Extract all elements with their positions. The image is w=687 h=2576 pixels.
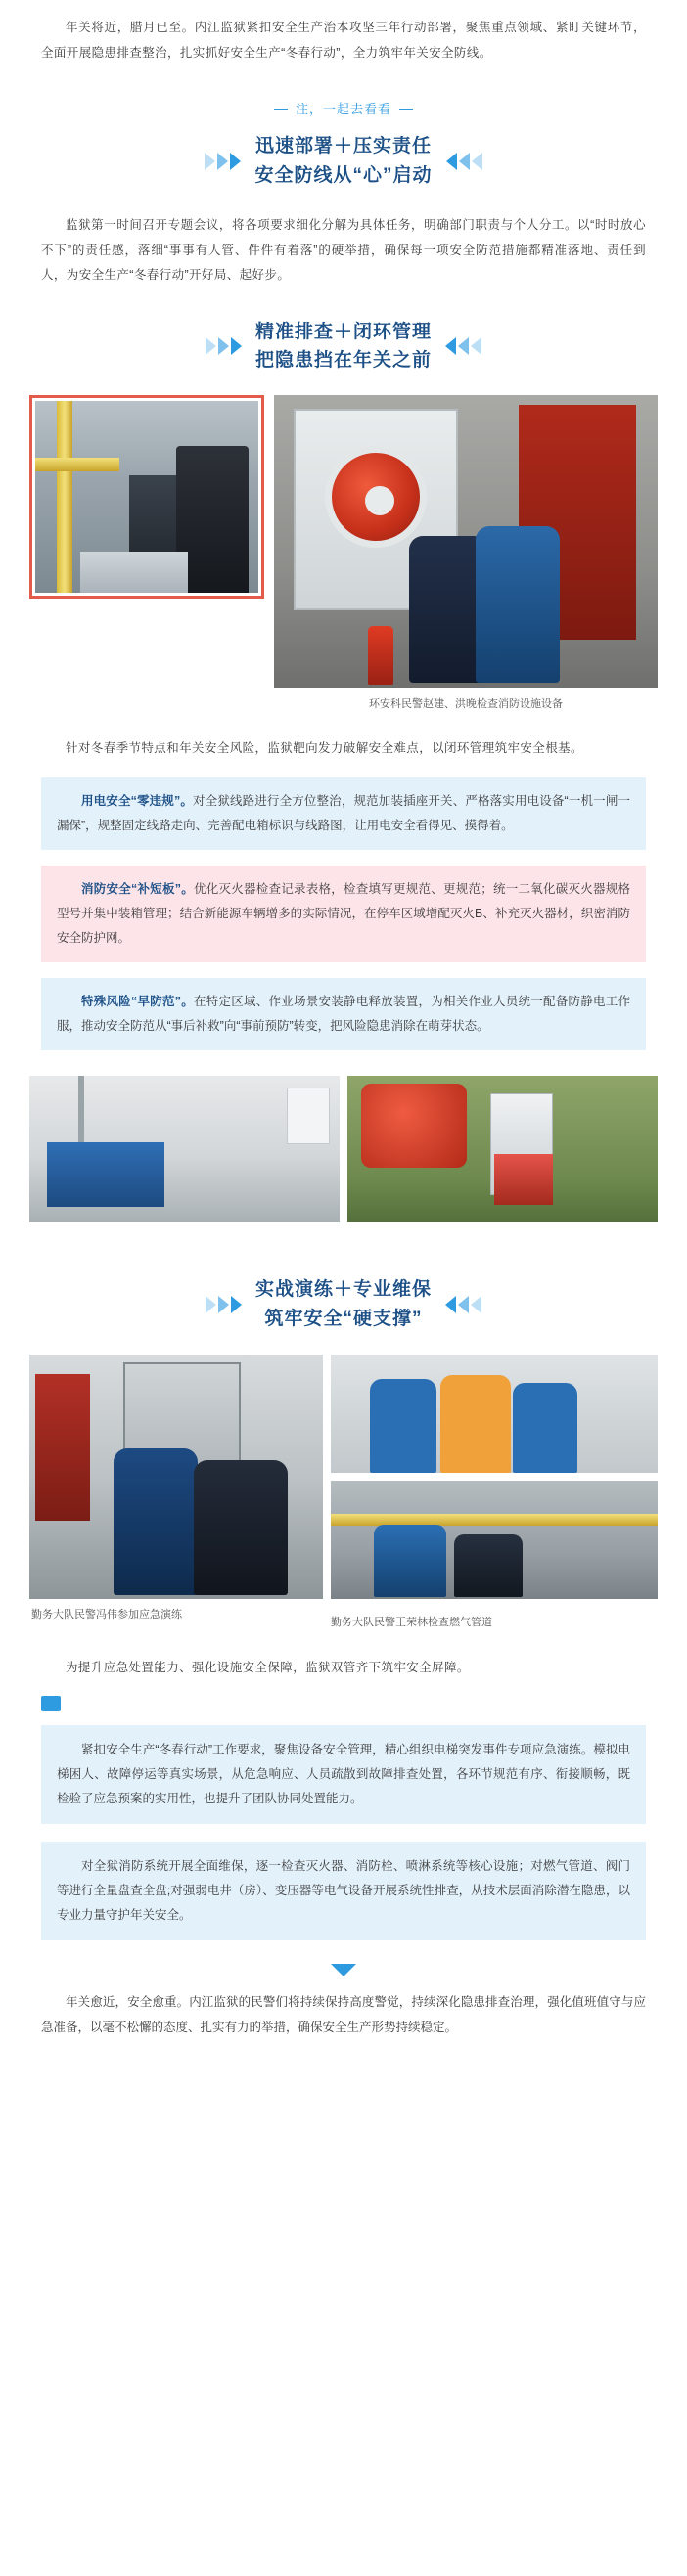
spacer	[0, 713, 687, 736]
chevron-left-icon	[472, 153, 482, 170]
chevron-right-icon	[217, 153, 228, 170]
chevron-left-icon	[458, 337, 469, 355]
photo-gas-pipe-inspection	[35, 401, 258, 593]
chevron-right-icon	[230, 153, 241, 170]
point-block-electrical	[41, 777, 646, 850]
chevron-left-icon	[445, 1296, 456, 1313]
chevron-left-icon	[471, 1296, 481, 1313]
point-block-fire	[41, 866, 646, 962]
point-tag-fire: 消防安全“补短板”。	[81, 882, 194, 897]
chevron-left-icon	[458, 1296, 469, 1313]
section-3-headline-line2: 筑牢安全“硬支撑”	[264, 1308, 423, 1329]
photo-shape	[47, 1142, 164, 1207]
photo-shape	[80, 552, 188, 593]
chevron-right-icon	[206, 337, 216, 355]
section-1-headline	[0, 132, 687, 190]
photo-shape	[35, 1374, 90, 1521]
photo-shape	[114, 1448, 198, 1595]
spacer	[0, 1632, 687, 1656]
chevron-left-icon-group	[445, 337, 481, 355]
section-2-headline-line1: 精准排查＋闭环管理	[254, 322, 432, 342]
blue-tab-marker	[41, 1696, 61, 1711]
point-text-electrical: 对全狱线路进行全方位整治，规范加装插座开关、严格落实用电设备“一机一闸一漏保”，规整固定线路走向、完善配电箱标识与线路图，让用电安全看得见、摸得着。	[57, 794, 630, 833]
photo-shape	[361, 1084, 467, 1168]
note-divider-label: 注，一起去看看	[274, 99, 413, 117]
closing-tail-paragraph: 年关愈近，安全愈重。内江监狱的民警们将持续保持高度警觉，持续深化隐患排查治理，强化值班值守与应急准备，以毫不松懈的态度、扎实有力的举措，确保安全生产形势持续稳定。	[41, 1995, 646, 2034]
chevron-right-icon-group	[205, 153, 241, 170]
point-tag-special-risk: 特殊风险“早防范”。	[81, 995, 194, 1009]
spacer	[0, 289, 687, 304]
closing-lead-paragraph: 为提升应急处置能力、强化设施安全保障，监狱双管齐下筑牢安全屏障。	[66, 1660, 470, 1674]
chevron-right-icon	[218, 1296, 229, 1313]
chevron-right-icon	[231, 337, 242, 355]
photo-collage-3	[29, 1355, 658, 1632]
chevron-left-icon	[445, 337, 456, 355]
photo-collage-2	[29, 1076, 658, 1222]
photo-shape	[476, 526, 560, 683]
photo-equipment-room-wrap	[29, 1076, 340, 1222]
chevron-right-icon-group	[206, 337, 242, 355]
chevron-down-icon	[331, 1964, 356, 1976]
photo-fire-equipment-inspection	[274, 395, 658, 688]
photo-collage-1-left	[29, 395, 264, 599]
chevron-right-icon-group	[206, 1296, 242, 1313]
chevron-right-icon	[205, 153, 215, 170]
photo-collage-1-right	[274, 395, 658, 714]
top-spacer	[0, 0, 687, 16]
chevron-right-icon	[206, 1296, 216, 1313]
spacer	[0, 1680, 687, 1696]
section-2-body: 针对冬春季节特点和年关安全风险，监狱靶向发力破解安全难点，以闭环管理筑牢安全根基。	[66, 741, 583, 756]
chevron-right-icon	[218, 337, 229, 355]
photo-collage-3-left	[29, 1355, 323, 1624]
chevron-left-icon	[446, 153, 457, 170]
photo-shape	[440, 1375, 511, 1473]
closing-block-1: 紧扣安全生产“冬春行动”工作要求，聚焦设备安全管理，精心组织电梯突发事件专项应急演练。模拟电梯困人、故障停运等真实场景，从危急响应、人员疏散到故障排查处置，各环节规范有序、衔接顺畅，既检验了应急预案的实用性，也提升了团队协同处置能力。	[41, 1725, 646, 1824]
photo-equipment-room	[29, 1076, 340, 1222]
section-2-headline	[0, 318, 687, 376]
photo-caption-lift: 勤务大队民警冯伟参加应急演练	[31, 1608, 182, 1621]
photo-gas-pipeline-check	[331, 1481, 658, 1599]
chevron-left-icon	[471, 337, 481, 355]
chevron-left-icon-group	[446, 153, 482, 170]
point-block-special-risk	[41, 978, 646, 1050]
intro-paragraph: 年关将近，腊月已至。内江监狱紧扣安全生产治本攻坚三年行动部署，聚焦重点领域、紧盯关键环节，全面开展隐患排查整治，扎实抓好安全生产“冬春行动”，全力筑牢年关安全防线。	[41, 21, 646, 60]
photo-shape	[78, 1076, 84, 1148]
section-3-headline-text	[255, 1275, 432, 1333]
section-3-headline-line1: 实战演练＋专业维保	[254, 1279, 432, 1301]
photo-shape	[513, 1383, 577, 1473]
photo-shape	[368, 626, 393, 685]
photo-shape	[370, 1379, 436, 1473]
photo-collage-3-right	[331, 1355, 658, 1632]
note-divider	[0, 99, 687, 118]
section-3-headline	[0, 1275, 687, 1333]
point-tag-electrical: 用电安全“零违规”。	[81, 794, 194, 809]
chevron-left-icon	[459, 153, 470, 170]
photo-caption-fire: 环安科民警赵建、洪晚检查消防设施设备	[369, 697, 563, 710]
photo-collage-1	[29, 395, 658, 714]
section-2-headline-line2: 把隐患挡在年关之前	[254, 350, 432, 372]
photo-shape	[494, 1154, 553, 1205]
photo-shape	[331, 1514, 658, 1526]
section-1-headline-line1: 迅速部署＋压实责任	[254, 136, 432, 157]
photo-frame-pipes	[29, 395, 264, 599]
point-text-fire: 优化灭火器检查记录表格，检查填写更规范、更规范；统一二氧化碳灭火器规格型号并集中装箱管理；结合新能源车辆增多的实际情况，在停车区域增配灭火Б、补充灭火器材，织密消防安全防护网。	[57, 882, 630, 946]
section-1-headline-line2: 安全防线从“心”启动	[254, 164, 433, 186]
photo-shape	[374, 1525, 446, 1597]
photo-outdoor-cabinet-wrap	[347, 1076, 658, 1222]
photo-outdoor-fire-cabinet	[347, 1076, 658, 1222]
chevron-left-icon-group	[445, 1296, 481, 1313]
point-text-special-risk: 在特定区域、作业场景安装静电释放装置，为相关作业人员统一配备防静电工作服，推动安全防范从“事后补救”向“事前预防”转变，把风险隐患消除在萌芽状态。	[57, 995, 630, 1034]
photo-checklist-review	[331, 1355, 658, 1473]
section-1-headline-text	[254, 132, 432, 190]
spacer	[0, 1222, 687, 1262]
photo-shape	[325, 446, 427, 548]
section-2-headline-text	[255, 318, 432, 376]
photo-shape	[454, 1534, 523, 1597]
photo-caption-pipe: 勤务大队民警王荣林检查燃气管道	[331, 1616, 492, 1628]
closing-block-2: 对全狱消防系统开展全面维保，逐一检查灭火器、消防栓、喷淋系统等核心设施；对燃气管道、阀门等进行全量盘查全盘;对强弱电井（房）、变压器等电气设备开展系统性排查，从技术层面消除潜在隐患，以专业力量守护年关安全。	[41, 1842, 646, 1940]
photo-elevator-drill	[29, 1355, 323, 1599]
spacer	[0, 198, 687, 213]
photo-shape	[287, 1088, 330, 1144]
chevron-right-icon	[231, 1296, 242, 1313]
section-1-body: 监狱第一时间召开专题会议，将各项要求细化分解为具体任务，明确部门职责与个人分工。以“时时放心不下”的责任感，落细“事事有人管、件件有着落”的硬举措，确保每一项安全防范措施都精准落地、责任到人，为安全生产“冬春行动”开好局、起好步。	[41, 218, 646, 283]
photo-shape	[194, 1460, 288, 1595]
